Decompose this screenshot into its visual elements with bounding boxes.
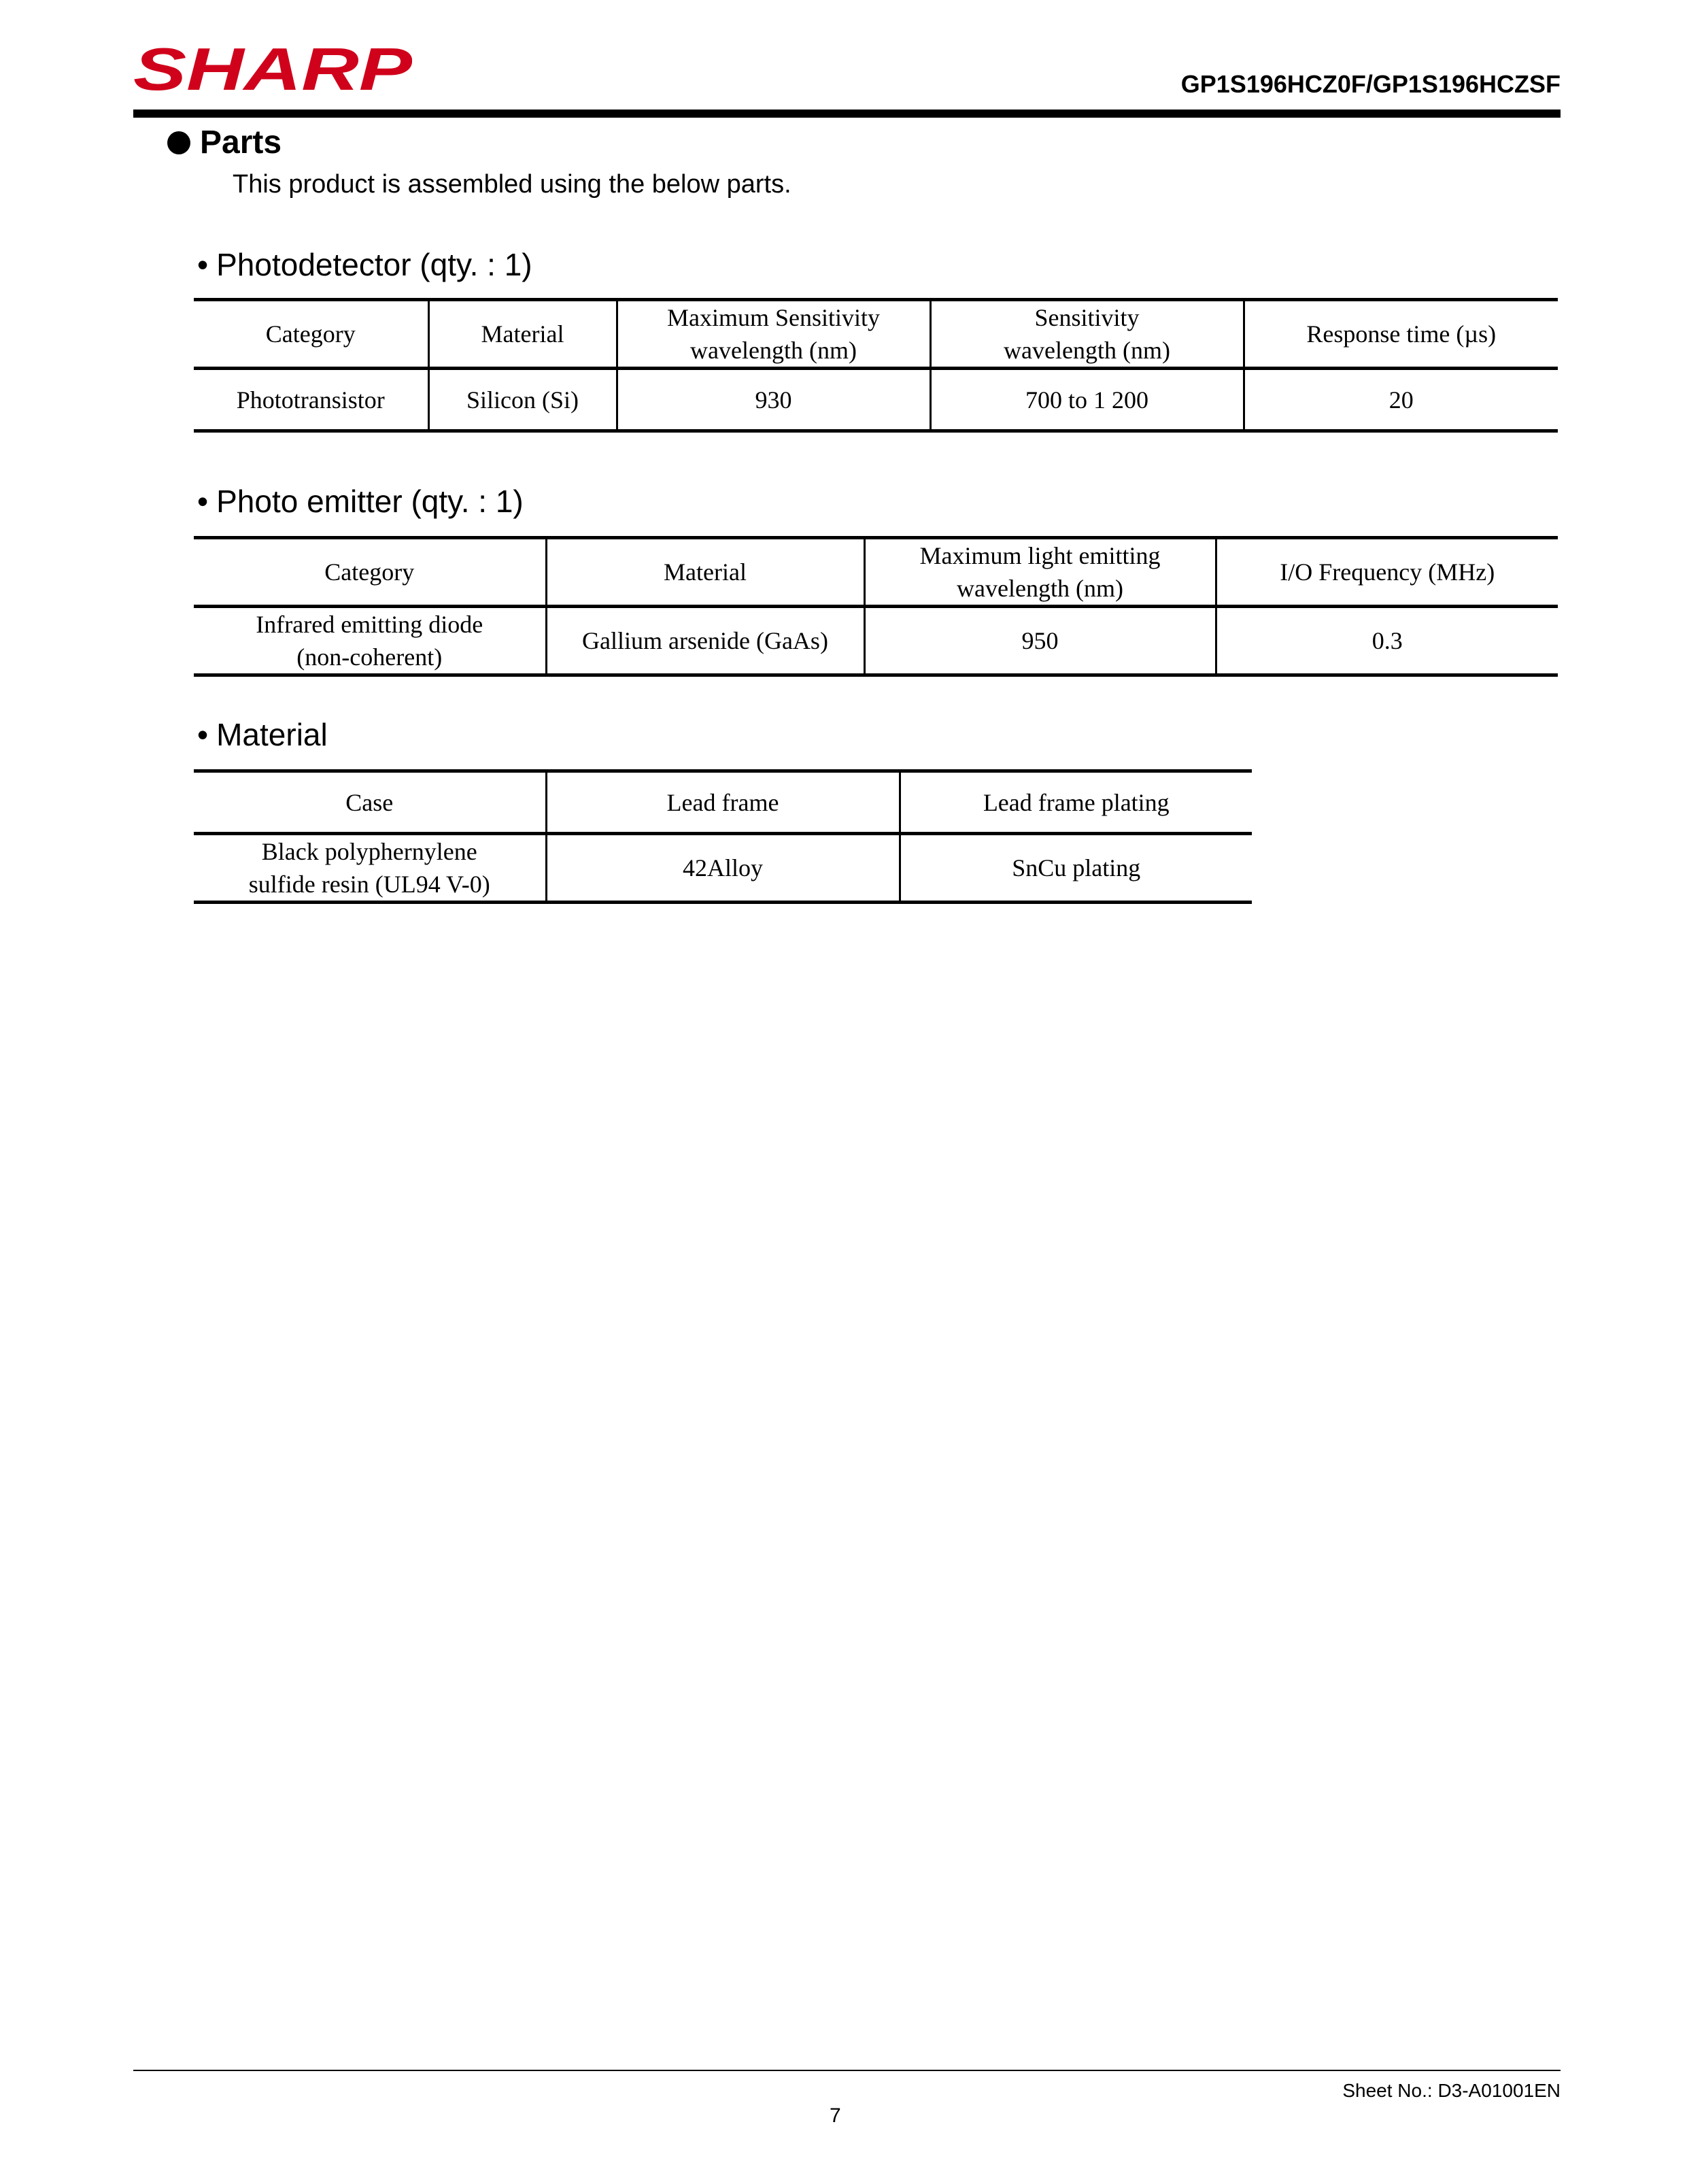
emitter-title: • Photo emitter (qty. : 1): [197, 484, 524, 519]
footer-rule: [133, 2070, 1561, 2071]
table-header: Sensitivity wavelength (nm): [930, 300, 1244, 369]
table-cell: 700 to 1 200: [930, 369, 1244, 431]
emitter-title-text: Photo emitter (qty. : 1): [216, 484, 524, 519]
material-table: [194, 769, 1252, 904]
table-header: Category: [194, 300, 428, 369]
table-cell: Silicon (Si): [428, 369, 617, 431]
table-cell: 930: [617, 369, 930, 431]
table-header: Lead frame: [546, 771, 900, 834]
table-header: Maximum Sensitivity wavelength (nm): [617, 300, 930, 369]
table-header: Material: [428, 300, 617, 369]
header-rule: [133, 110, 1561, 118]
table-cell: 20: [1244, 369, 1558, 431]
table-cell: Gallium arsenide (GaAs): [546, 607, 864, 675]
table-cell: Phototransistor: [194, 369, 428, 431]
brand-text: SHARP: [133, 42, 412, 95]
section-title: [167, 124, 282, 161]
bullet-icon: [167, 131, 190, 154]
table-cell: SnCu plating: [900, 834, 1252, 903]
emitter-table: [194, 536, 1558, 677]
photodetector-title: • Photodetector (qty. : 1): [197, 247, 532, 282]
material-title: • Material: [197, 717, 328, 752]
photodetector-table: [194, 298, 1558, 433]
table-cell: 42Alloy: [546, 834, 900, 903]
sharp-logo: [133, 42, 412, 95]
table-header: Lead frame plating: [900, 771, 1252, 834]
photodetector-title-text: Photodetector (qty. : 1): [216, 247, 532, 282]
table-cell: 0.3: [1216, 607, 1558, 675]
table-cell: Black polyphernylene sulfide resin (UL94 V-0): [194, 834, 546, 903]
table-header: Maximum light emitting wavelength (nm): [864, 538, 1216, 607]
table-header: Material: [546, 538, 864, 607]
section-intro: This product is assembled using the below parts.: [233, 170, 791, 199]
table-header: Response time (µs): [1244, 300, 1558, 369]
section-title-text: Parts: [200, 124, 282, 161]
model-number: GP1S196HCZ0F/GP1S196HCZSF: [1180, 70, 1561, 98]
table-header: Category: [194, 538, 546, 607]
table-header: I/O Frequency (MHz): [1216, 538, 1558, 607]
material-title-text: Material: [216, 717, 328, 752]
page-number: 7: [830, 2104, 841, 2127]
table-cell: Infrared emitting diode (non-coherent): [194, 607, 546, 675]
table-cell: 950: [864, 607, 1216, 675]
sheet-number: Sheet No.: D3-A01001EN: [1342, 2080, 1561, 2101]
table-header: Case: [194, 771, 546, 834]
